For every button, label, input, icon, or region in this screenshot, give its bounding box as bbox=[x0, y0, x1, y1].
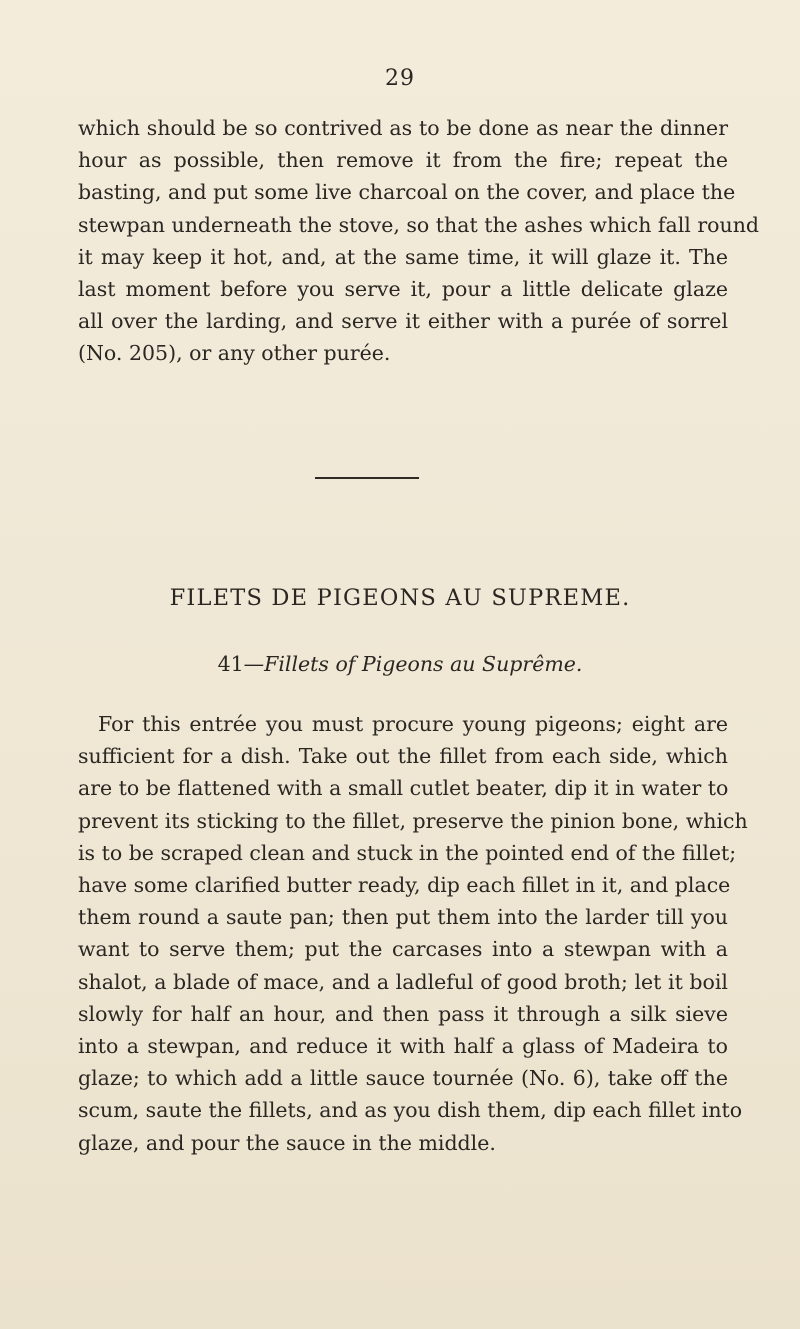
text-line: sufficient for a dish. Take out the fillet from each side, which bbox=[78, 744, 728, 769]
text-line: slowly for half an hour, and then pass it through a silk sieve bbox=[78, 1001, 728, 1026]
text-line: it may keep it hot, and, at the same time, it will glaze it. The bbox=[78, 244, 728, 269]
text-line: stewpan underneath the stove, so that the ashes which fall round bbox=[78, 212, 760, 237]
text-line: want to serve them; put the carcases into a stewpan with a bbox=[78, 937, 728, 962]
text-line: glaze, and pour the sauce in the middle. bbox=[78, 1130, 496, 1155]
page-number: 29 bbox=[385, 66, 415, 91]
text-line: all over the larding, and serve it either with a purée of sorrel bbox=[78, 309, 728, 334]
text-line: shalot, a blade of mace, and a ladleful of good broth; let it boil bbox=[78, 969, 728, 994]
text-line: hour as possible, then remove it from the fire; repeat the bbox=[78, 148, 728, 173]
text-line: scum, saute the fillets, and as you dish them, dip each fillet into bbox=[78, 1098, 743, 1123]
section-divider-rule bbox=[315, 477, 419, 479]
recipe-heading: FILETS DE PIGEONS AU SUPREME. bbox=[169, 585, 631, 611]
text-line: glaze; to which add a little sauce tournée (No. 6), take off the bbox=[78, 1066, 728, 1091]
recipe-title: Fillets of Pigeons au Suprême. bbox=[264, 652, 583, 676]
text-line: is to be scraped clean and stuck in the pointed end of the fillet; bbox=[78, 840, 737, 865]
text-line: have some clarified butter ready, dip each fillet in it, and place bbox=[78, 873, 731, 898]
text-line: prevent its sticking to the fillet, preserve the pinion bone, which bbox=[78, 808, 748, 833]
text-line: basting, and put some live charcoal on the cover, and place the bbox=[78, 180, 736, 205]
text-line: into a stewpan, and reduce it with half a glass of Madeira to bbox=[78, 1034, 728, 1059]
text-line: For this entrée you must procure young pigeons; eight are bbox=[98, 712, 728, 736]
text-line: (No. 205), or any other purée. bbox=[78, 341, 391, 366]
paragraph-continued-recipe bbox=[78, 112, 760, 370]
recipe-number: 41— bbox=[217, 652, 265, 676]
text-line: last moment before you serve it, pour a little delicate glaze bbox=[78, 277, 728, 302]
text-line: are to be flattened with a small cutlet beater, dip it in water to bbox=[78, 776, 729, 801]
paragraph-recipe-body bbox=[78, 708, 748, 1159]
text-line: which should be so contrived as to be done as near the dinner bbox=[78, 116, 728, 140]
text-line: them round a saute pan; then put them into the larder till you bbox=[78, 905, 728, 930]
recipe-subheading bbox=[0, 652, 800, 676]
